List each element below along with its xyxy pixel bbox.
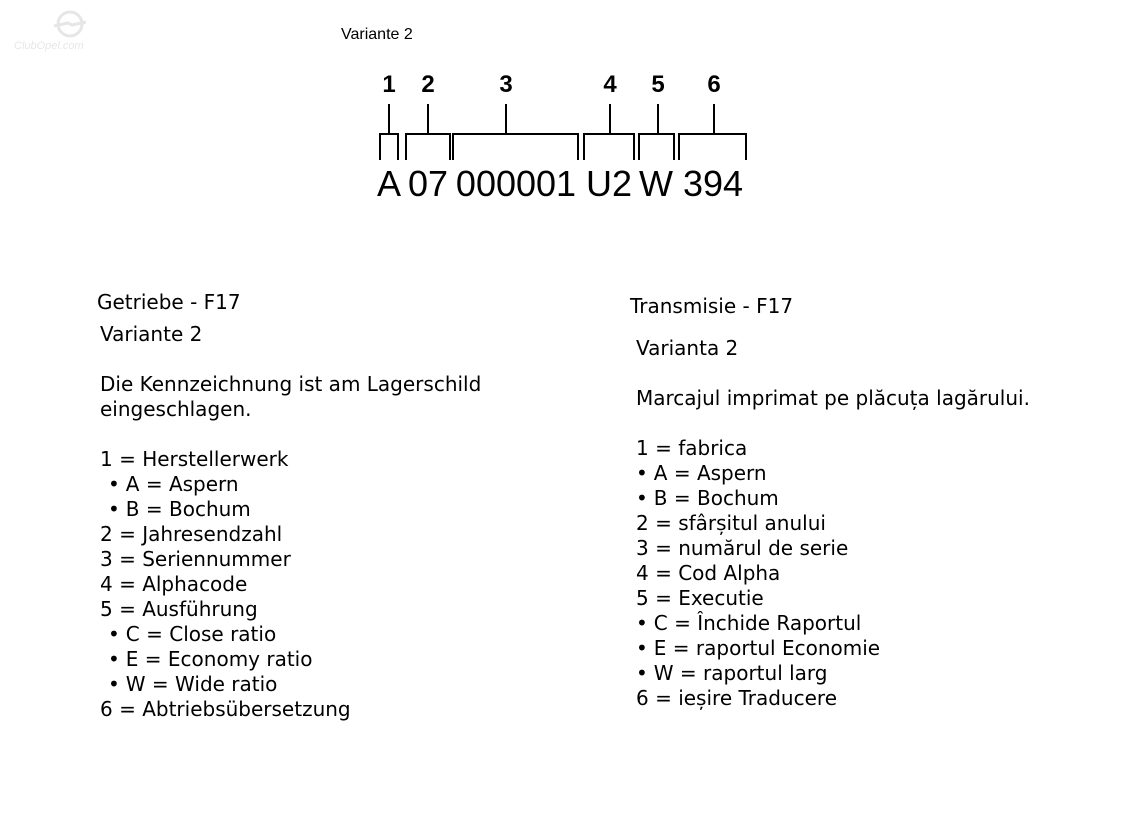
bracket-4	[584, 104, 634, 160]
german-description: Die Kennzeichnung ist am Lagerschild eingeschlagen.	[100, 372, 482, 421]
bracket-6	[679, 104, 746, 160]
legend-subitem: • E = Economy ratio	[100, 647, 481, 672]
code-segment-5: W	[639, 163, 673, 204]
legend-item: 3 = numărul de serie	[636, 536, 849, 560]
code-segment-3: 000001	[455, 163, 577, 204]
figure-title: Variante 2	[341, 26, 413, 43]
opel-logo-icon	[50, 10, 90, 40]
bracket-1	[380, 104, 398, 160]
code-segment-6: 394	[682, 163, 744, 204]
code-segment-1: A	[376, 163, 402, 204]
legend-item: 1 = Herstellerwerk	[100, 447, 289, 471]
legend-item: 2 = sfârșitul anului	[636, 511, 826, 535]
legend-subitem: • A = Aspern	[100, 472, 481, 497]
segment-number-1: 1	[382, 71, 396, 98]
bracket-3	[453, 104, 578, 160]
legend-item: 4 = Alphacode	[100, 572, 248, 596]
legend-item: 2 = Jahresendzahl	[100, 522, 283, 546]
legend-item: 5 = Executie	[636, 586, 764, 610]
code-segment-4: U2	[585, 163, 633, 204]
segment-number-5: 5	[651, 71, 665, 98]
code-segment-2: 07	[407, 163, 449, 204]
legend-subitem: • W = raportul larg	[636, 661, 1030, 686]
legend-subitem: • C = Close ratio	[100, 622, 481, 647]
legend-subitem: • W = Wide ratio	[100, 672, 481, 697]
segment-number-3: 3	[499, 71, 513, 98]
watermark-text: ClubOpel.com	[14, 40, 84, 52]
romanian-legend	[636, 436, 1030, 711]
bracket-5	[639, 104, 674, 160]
romanian-variant: Varianta 2	[636, 336, 739, 360]
segment-number-2: 2	[421, 71, 435, 98]
legend-subitem: • C = Închide Raportul	[636, 611, 1030, 636]
romanian-description: Marcajul imprimat pe plăcuța lagărului.	[636, 386, 1030, 410]
german-column	[97, 290, 482, 722]
german-legend	[100, 447, 481, 722]
code-diagram	[360, 62, 760, 212]
legend-subitem: • A = Aspern	[636, 461, 1030, 486]
legend-subitem: • B = Bochum	[636, 486, 1030, 511]
german-heading: Getriebe - F17	[97, 290, 241, 314]
legend-item: 6 = Abtriebsübersetzung	[100, 697, 351, 721]
romanian-heading: Transmisie - F17	[630, 294, 794, 318]
segment-number-6: 6	[707, 71, 721, 98]
segment-number-4: 4	[603, 71, 617, 98]
german-variant: Variante 2	[100, 322, 203, 346]
romanian-column	[630, 294, 1030, 711]
legend-item: 6 = ieșire Traducere	[636, 686, 837, 710]
legend-item: 5 = Ausführung	[100, 597, 258, 621]
legend-item: 4 = Cod Alpha	[636, 561, 781, 585]
legend-subitem: • E = raportul Economie	[636, 636, 1030, 661]
legend-item: 1 = fabrica	[636, 436, 748, 460]
watermark-logo	[14, 10, 124, 54]
bracket-2	[406, 104, 450, 160]
legend-subitem: • B = Bochum	[100, 497, 481, 522]
legend-item: 3 = Seriennummer	[100, 547, 291, 571]
